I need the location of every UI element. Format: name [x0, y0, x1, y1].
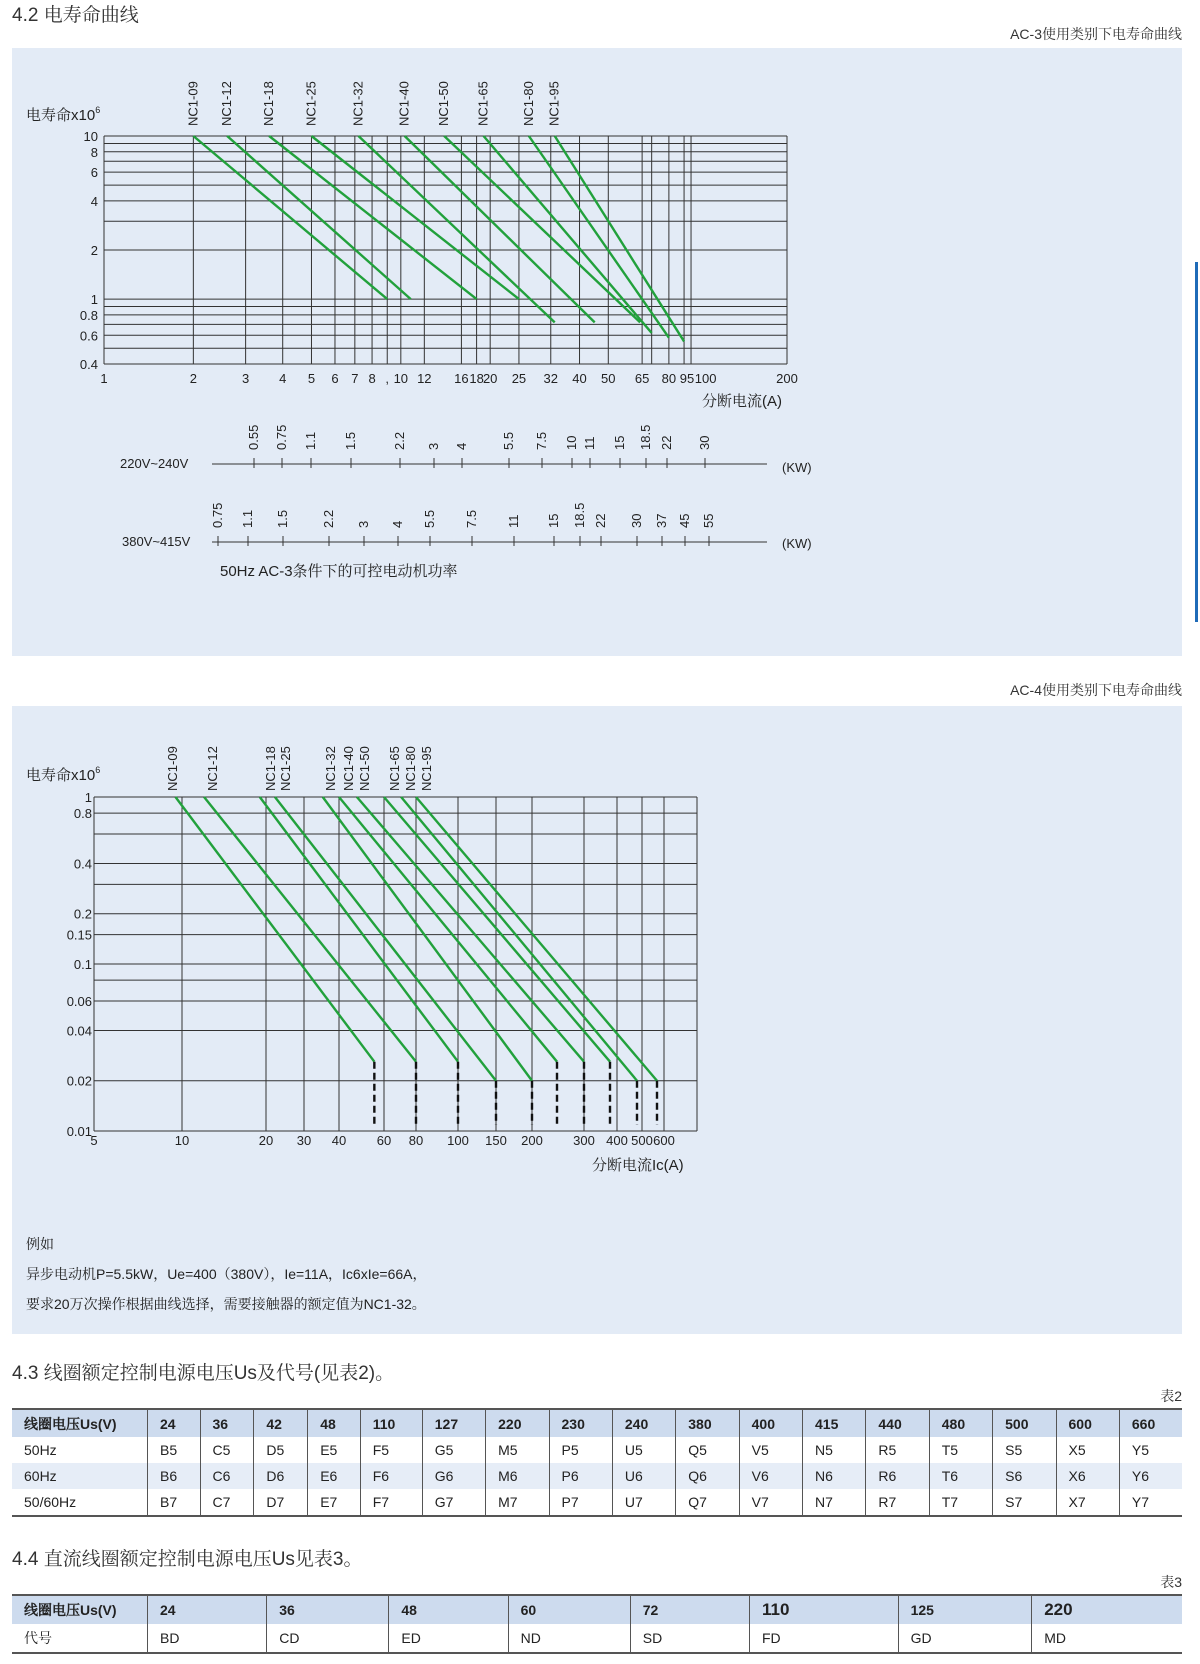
curve-nc1-25: [275, 797, 496, 1081]
table-cell: B7: [148, 1489, 201, 1516]
y-tick-label: 10: [83, 129, 98, 144]
table-cell: N7: [803, 1489, 866, 1516]
table-header-cell: 440: [866, 1409, 929, 1437]
power-value: 45: [677, 513, 692, 528]
power-value: 1.5: [275, 509, 290, 528]
x-tick-label: 40: [331, 1133, 347, 1148]
table-cell: C7: [200, 1489, 254, 1516]
power-value: 11: [582, 436, 597, 450]
coil-voltage-ac-table: [12, 1408, 1182, 1517]
curve-nc1-32: [323, 797, 532, 1081]
table-cell: U6: [612, 1463, 675, 1489]
table-header-cell: 110: [750, 1595, 899, 1624]
table-header-cell: 125: [898, 1595, 1032, 1624]
table-header-cell: 400: [739, 1409, 802, 1437]
curve-nc1-18: [260, 797, 458, 1062]
power-value: 1.5: [343, 431, 358, 450]
x-tick-label: 10: [174, 1133, 190, 1148]
table-header-cell: 220: [486, 1409, 549, 1437]
x-tick-label: 3: [242, 371, 250, 386]
x-tick-label: 100: [694, 371, 717, 386]
x-tick-label: 500: [631, 1133, 653, 1148]
table-header-cell: 42: [254, 1409, 308, 1437]
power-value: 7.5: [464, 509, 479, 528]
curve-nc1-50: [444, 136, 640, 322]
power-value: 5.5: [501, 431, 516, 450]
model-label: NC1-80: [403, 746, 418, 791]
table-cell: R6: [866, 1463, 929, 1489]
table-cell: R7: [866, 1489, 929, 1516]
table-header-cell: 36: [267, 1595, 389, 1624]
table-cell: ND: [508, 1624, 630, 1653]
model-label: NC1-25: [303, 81, 319, 126]
table-cell: N6: [803, 1463, 866, 1489]
x-tick-label: 4: [279, 371, 287, 386]
table-header-cell: 220: [1032, 1595, 1182, 1624]
power-value: 15: [546, 513, 561, 528]
x-tick-label: 80: [408, 1133, 424, 1148]
power-value: 2.2: [321, 509, 336, 528]
power-value: 22: [593, 513, 608, 528]
table-cell: U7: [612, 1489, 675, 1516]
table-header-cell: 600: [1056, 1409, 1119, 1437]
x-tick-label: 12: [417, 371, 432, 386]
table-header-cell: 230: [549, 1409, 612, 1437]
curve-nc1-65: [484, 136, 652, 333]
table-row: [12, 1463, 1182, 1489]
table-cell: BD: [148, 1624, 267, 1653]
model-label: NC1-95: [546, 81, 562, 126]
x-tick-label: 600: [653, 1133, 675, 1148]
x-tick-label: 5: [307, 371, 316, 386]
coil-voltage-dc-table: [12, 1594, 1182, 1654]
section-title-4-4: 4.4 直流线圈额定控制电源电压Us见表3。: [12, 1549, 363, 1570]
model-label: NC1-12: [219, 81, 235, 126]
power-value: 4: [390, 520, 405, 528]
table-cell: Q5: [676, 1437, 739, 1463]
table-cell: N5: [803, 1437, 866, 1463]
table-cell: B5: [148, 1437, 201, 1463]
power-value: 22: [659, 435, 674, 450]
x-tick-label: 25: [511, 371, 527, 386]
power-value: 11: [506, 514, 521, 528]
x-tick-label: 5: [90, 1133, 98, 1148]
y-tick-label: 0.02: [66, 1073, 92, 1089]
x-tick-label: 32: [543, 371, 558, 386]
y-tick-label: 0.15: [66, 927, 92, 943]
x-tick-label: 200: [521, 1133, 543, 1148]
power-value: 1.1: [240, 509, 255, 528]
power-value: 10: [564, 435, 579, 450]
table-cell: X6: [1056, 1463, 1119, 1489]
table-cell: CD: [267, 1624, 389, 1653]
table-cell: E6: [308, 1463, 361, 1489]
y-tick-label: 0.1: [73, 957, 92, 972]
table-header-label: 线圈电压Us(V): [12, 1409, 148, 1437]
power-value: 15: [612, 435, 627, 450]
table-cell: V7: [739, 1489, 802, 1516]
model-label: NC1-25: [278, 746, 293, 791]
table-header-cell: 48: [308, 1409, 361, 1437]
power-value: 18.5: [638, 424, 653, 450]
table-cell: Q6: [676, 1463, 739, 1489]
power-value: 55: [701, 513, 716, 528]
row-frequency: 50Hz: [24, 1442, 57, 1458]
table-header-cell: 127: [422, 1409, 485, 1437]
y-tick-label: 1: [90, 292, 98, 308]
model-label: NC1-09: [165, 746, 180, 791]
x-tick-label: 80: [661, 371, 677, 386]
x-tick-label: 6: [331, 371, 339, 386]
table-cell: M7: [486, 1489, 549, 1516]
ac4-chart-panel: [12, 706, 1182, 1334]
table-2-label: 表2: [1160, 1388, 1182, 1404]
table-header-cell: 24: [148, 1595, 267, 1624]
model-label: NC1-65: [475, 81, 491, 126]
example-line-2: 要求20万次操作根据曲线选择，需要接触器的额定值为NC1-32。: [26, 1296, 426, 1312]
power-value: 1.1: [303, 431, 318, 450]
row-frequency: 50/60Hz: [12, 1489, 148, 1516]
y-tick-label: 0.8: [79, 307, 98, 323]
table-header-cell: 110: [360, 1409, 422, 1437]
table-header-cell: 60: [508, 1595, 630, 1624]
table-cell: M5: [486, 1437, 549, 1463]
table-cell: Y7: [1119, 1489, 1182, 1516]
power-value: 7.5: [534, 431, 549, 450]
x-tick-label: 18: [469, 371, 484, 386]
curve-nc1-09: [175, 797, 374, 1062]
model-label: NC1-50: [357, 746, 372, 791]
table-cell: R5: [866, 1437, 929, 1463]
model-label: NC1-65: [387, 746, 402, 791]
y-tick-label: 0.2: [73, 906, 92, 922]
row-frequency: 60Hz: [12, 1463, 148, 1489]
table-cell: P6: [549, 1463, 612, 1489]
table-cell: S5: [993, 1437, 1056, 1463]
table-cell: M6: [486, 1463, 549, 1489]
table-cell: GD: [898, 1624, 1032, 1653]
table-header-row: [12, 1595, 1182, 1624]
table-cell: P5: [549, 1437, 612, 1463]
power-value: 0.75: [210, 502, 225, 528]
ac3-chart-panel: [12, 48, 1182, 656]
y-tick-label: 2: [90, 243, 98, 258]
power-value: 3: [426, 442, 441, 450]
table-cell: V6: [739, 1463, 802, 1489]
table-cell: X7: [1056, 1489, 1119, 1516]
table-header-cell: 415: [803, 1409, 866, 1437]
table-cell: Y5: [1119, 1437, 1182, 1463]
curve-nc1-95: [555, 136, 684, 341]
table-header-cell: 500: [993, 1409, 1056, 1437]
table-cell: D5: [254, 1437, 308, 1463]
x-tick-label: 150: [485, 1133, 507, 1148]
table-header-cell: 36: [200, 1409, 254, 1437]
table-header-cell: 240: [612, 1409, 675, 1437]
power-value: 3: [356, 520, 371, 528]
y-tick-label: 0.8: [73, 806, 92, 822]
power-value: 2.2: [392, 431, 407, 450]
table-header-cell: 380: [676, 1409, 739, 1437]
y-axis-label: 电寿命$x10^6$: [26, 765, 101, 784]
x-tick-label: 30: [296, 1133, 312, 1148]
table-cell: G7: [422, 1489, 485, 1516]
ac4-chart-title: AC-4使用类别下电寿命曲线: [1010, 682, 1182, 698]
example-title: 例如: [26, 1236, 54, 1252]
model-label: NC1-40: [341, 746, 356, 791]
x-tick-label: ,: [385, 371, 390, 386]
y-tick-label: 6: [90, 165, 98, 181]
model-label: NC1-95: [419, 746, 434, 791]
x-tick-label: 1: [100, 371, 108, 386]
x-tick-label: 7: [351, 371, 359, 386]
y-tick-label: 0.04: [66, 1023, 92, 1039]
table-cell: T5: [929, 1437, 992, 1463]
model-label: NC1-32: [323, 746, 338, 791]
table-cell: Y6: [1119, 1463, 1182, 1489]
x-tick-label: 400: [606, 1133, 628, 1148]
table-header-row: [12, 1409, 1182, 1437]
table-cell: F6: [360, 1463, 422, 1489]
y-tick-label: 0.06: [66, 994, 92, 1010]
power-value: 4: [454, 442, 469, 450]
x-tick-label: 200: [776, 371, 798, 386]
y-tick-label: 0.01: [66, 1124, 92, 1139]
table-cell: D7: [254, 1489, 308, 1516]
table-cell: P7: [549, 1489, 612, 1516]
ac3-chart-title: AC-3使用类别下电寿命曲线: [1010, 26, 1182, 42]
table-cell: F5: [360, 1437, 422, 1463]
curve-nc1-40: [339, 797, 557, 1062]
table-cell: V5: [739, 1437, 802, 1463]
power-value: 30: [629, 513, 644, 528]
table-row: [12, 1489, 1182, 1516]
model-label: NC1-18: [261, 81, 277, 126]
x-tick-label: 10: [393, 371, 409, 386]
table-header-label: 线圈电压Us(V): [12, 1595, 148, 1624]
table-header-cell: 72: [630, 1595, 749, 1624]
x-tick-label: 300: [573, 1133, 595, 1148]
y-tick-label: 4: [90, 193, 98, 209]
y-tick-label: 0.4: [79, 357, 98, 372]
x-tick-label: 20: [482, 371, 498, 386]
ac3-chart: [12, 48, 1182, 656]
x-axis-label: 分断电流Ic(A): [592, 1157, 684, 1174]
example-line-1: 异步电动机P=5.5kW，Ue=400（380V），Ie=11A，Ic6xIe=66A，: [26, 1266, 427, 1282]
curve-nc1-65: [384, 797, 610, 1062]
x-tick-label: 100: [447, 1133, 469, 1148]
ac4-chart: [12, 706, 1182, 1334]
table-cell: B6: [148, 1463, 201, 1489]
y-tick-label: 1: [84, 790, 92, 805]
curve-nc1-50: [357, 797, 584, 1062]
table-cell: T7: [929, 1489, 992, 1516]
table-header-cell: 48: [389, 1595, 508, 1624]
table-cell: E5: [308, 1437, 361, 1463]
table-cell: FD: [750, 1624, 899, 1653]
x-tick-label: 60: [376, 1133, 392, 1148]
model-label: NC1-32: [350, 81, 366, 126]
model-label: NC1-80: [520, 81, 536, 126]
y-axis-label: 电寿命$x10^6$: [26, 105, 101, 124]
table-cell: G5: [422, 1437, 485, 1463]
table-row: [12, 1624, 1182, 1653]
table-header-cell: 480: [929, 1409, 992, 1437]
table-header-cell: 24: [148, 1409, 201, 1437]
table-cell: D6: [254, 1463, 308, 1489]
table-cell: G6: [422, 1463, 485, 1489]
power-value: 0.55: [246, 424, 261, 450]
curve-nc1-80: [401, 797, 637, 1081]
section-title-4-3: 4.3 线圈额定控制电源电压Us及代号(见表2)。: [12, 1363, 395, 1384]
power-value: 18.5: [572, 502, 587, 528]
model-label: NC1-50: [436, 81, 452, 126]
table-cell: F7: [360, 1489, 422, 1516]
section-title-4-2: 4.2 电寿命曲线: [12, 5, 139, 26]
x-tick-label: 95: [679, 371, 695, 386]
x-tick-label: 65: [634, 371, 650, 386]
table-cell: E7: [308, 1489, 361, 1516]
table-3-label: 表3: [1160, 1574, 1182, 1590]
model-label: NC1-12: [205, 746, 220, 791]
x-tick-label: 8: [368, 371, 376, 386]
x-tick-label: 2: [189, 371, 197, 386]
y-tick-label: 0.6: [79, 328, 98, 344]
table-cell: U5: [612, 1437, 675, 1463]
x-tick-label: 20: [258, 1133, 274, 1148]
power-value: 30: [697, 435, 712, 450]
row-code-label: 代号: [12, 1624, 148, 1653]
model-label: NC1-09: [185, 81, 201, 126]
table-header-cell: 660: [1119, 1409, 1182, 1437]
y-tick-label: 8: [90, 144, 98, 160]
table-cell: SD: [630, 1624, 749, 1653]
x-axis-label: 分断电流(A): [702, 393, 782, 410]
model-label: NC1-40: [396, 81, 412, 126]
table-cell: X5: [1056, 1437, 1119, 1463]
model-label: NC1-18: [263, 746, 278, 791]
x-tick-label: 40: [572, 371, 587, 386]
y-tick-label: 0.4: [73, 856, 92, 872]
curve-nc1-40: [405, 136, 595, 322]
page-edge-accent: [1195, 262, 1198, 622]
table-cell: T6: [929, 1463, 992, 1489]
x-tick-label: 16: [454, 371, 469, 386]
table-cell: S6: [993, 1463, 1056, 1489]
power-value: 37: [654, 513, 669, 528]
table-cell: C5: [200, 1437, 254, 1463]
power-value: 5.5: [422, 509, 437, 528]
table-cell: S7: [993, 1489, 1056, 1516]
power-unit: (KW): [782, 536, 812, 551]
power-caption: 50Hz AC-3条件下的可控电动机功率: [220, 563, 458, 580]
table-cell: ED: [389, 1624, 508, 1653]
voltage-label: 380V~415V: [122, 534, 191, 549]
table-row: [12, 1437, 1182, 1463]
power-value: 0.75: [274, 424, 289, 450]
voltage-label: 220V~240V: [120, 456, 189, 471]
table-cell: C6: [200, 1463, 254, 1489]
table-cell: Q7: [676, 1489, 739, 1516]
curve-nc1-09: [193, 136, 387, 299]
x-tick-label: 50: [601, 371, 616, 386]
table-cell: MD: [1032, 1624, 1182, 1653]
power-unit: (KW): [782, 460, 812, 475]
